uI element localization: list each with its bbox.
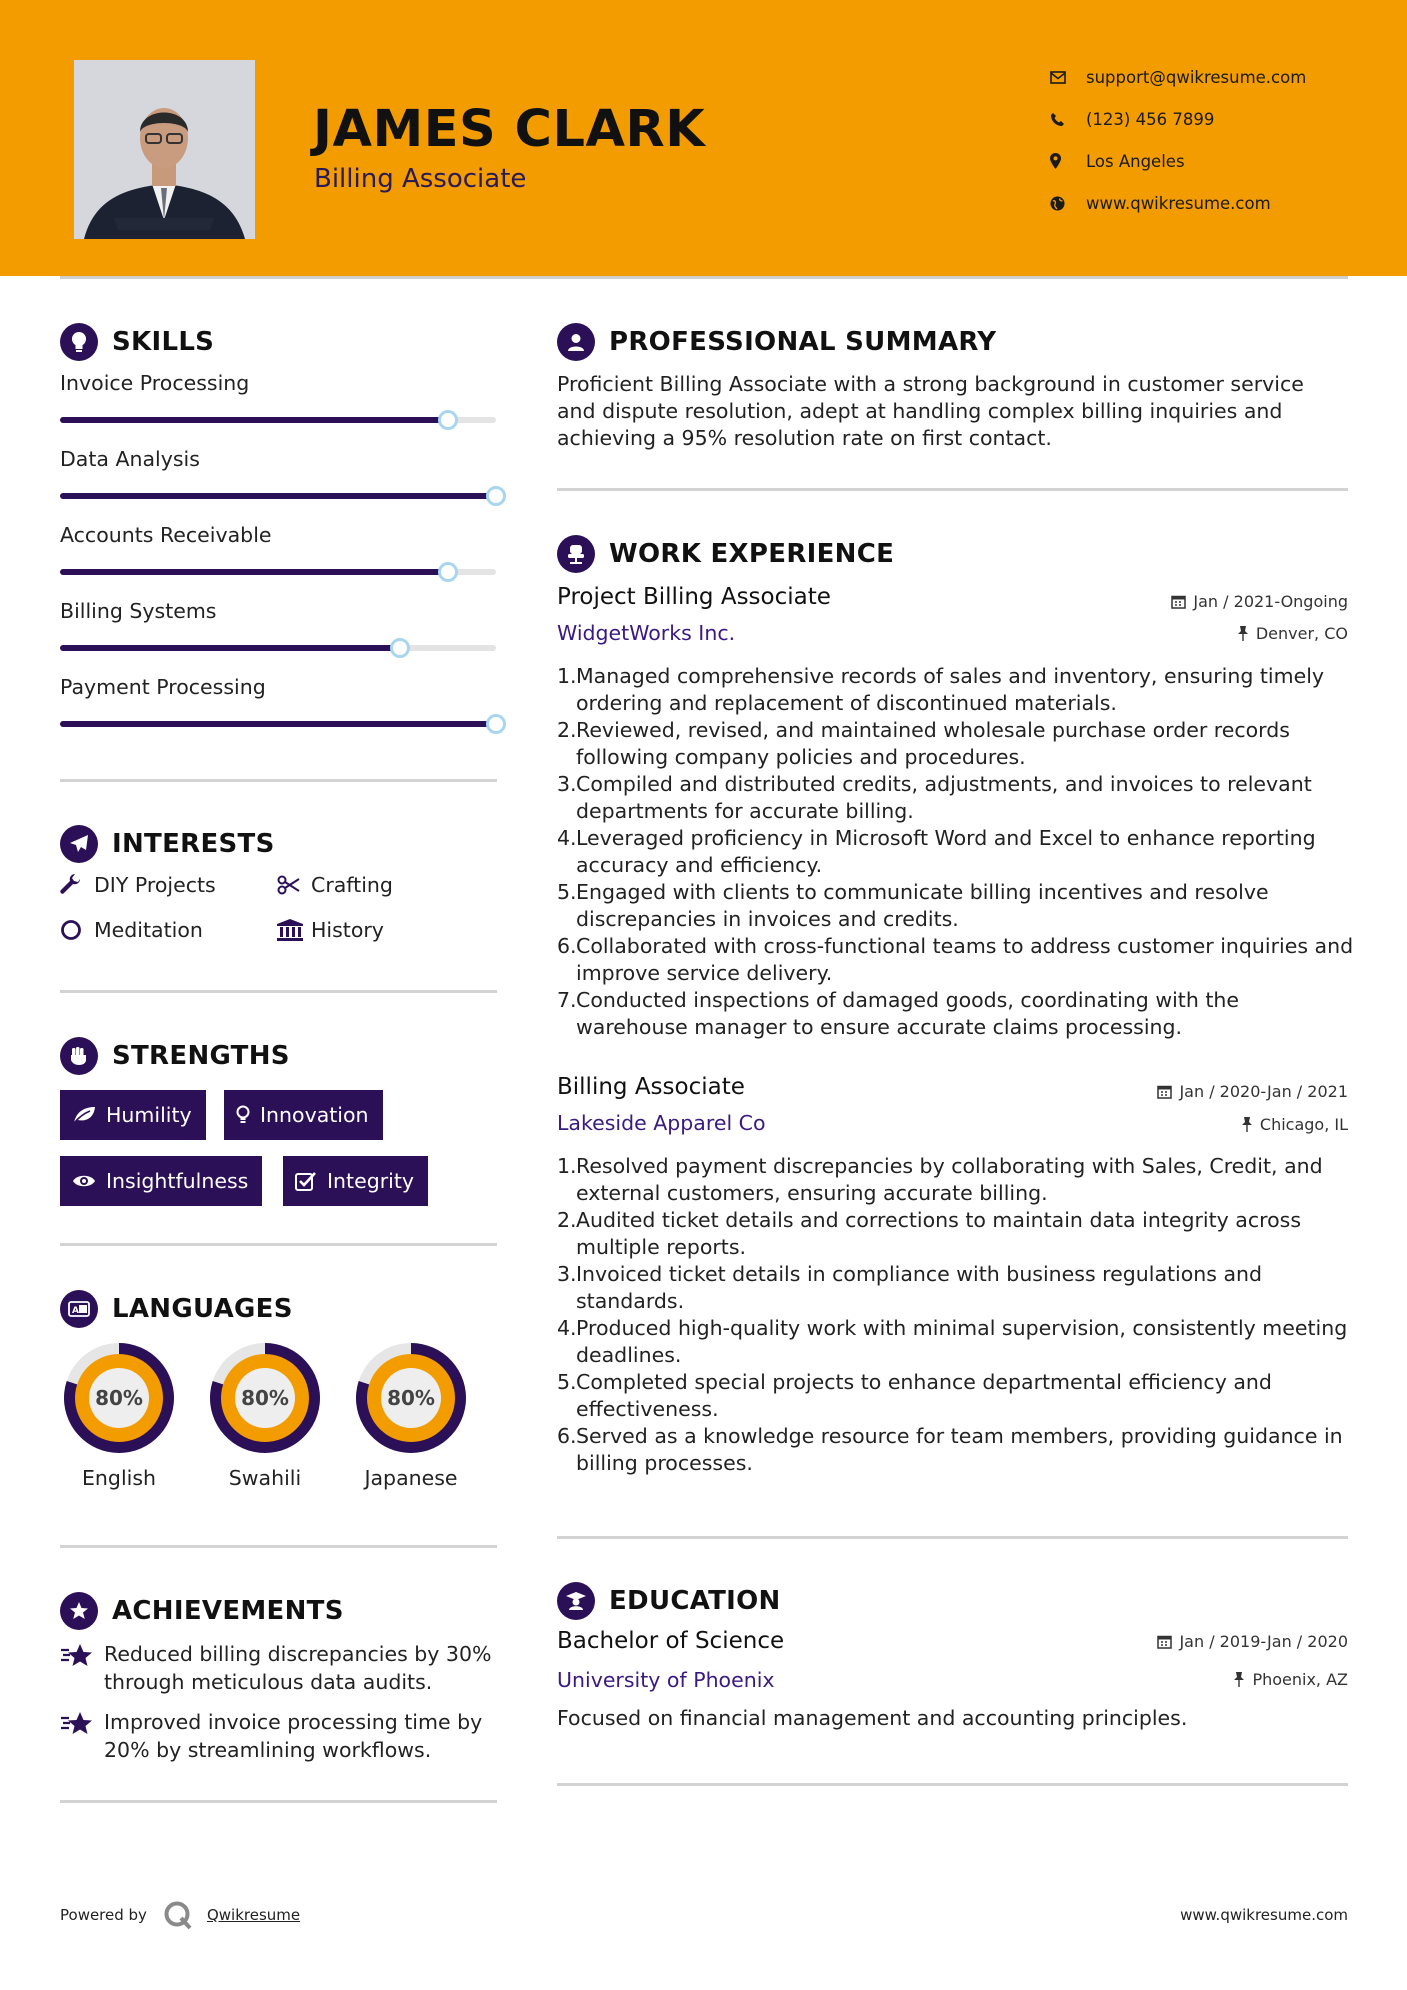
skill-bar-fill: [60, 417, 448, 423]
skill-label: Invoice Processing: [60, 371, 250, 395]
list-item: 2. Reviewed, revised, and maintained wholesale purchase order records following company policies and procedures.: [557, 718, 1290, 769]
job-company: WidgetWorks Inc.: [557, 621, 736, 645]
interests-heading: INTERESTS: [60, 825, 275, 863]
pushpin-icon: [1241, 1117, 1253, 1132]
language-name: Japanese: [364, 1466, 458, 1490]
section-divider: [60, 779, 497, 782]
candidate-name: JAMES CLARK: [313, 100, 706, 159]
contact-location-text: Los Angeles: [1086, 151, 1185, 171]
skill-level-knob: [390, 638, 410, 658]
language-donut-chart: [57, 1336, 181, 1460]
contact-phone-text: (123) 456 7899: [1086, 109, 1215, 129]
calendar-icon: [1157, 1084, 1172, 1099]
skill-bar-fill: [60, 721, 496, 727]
summary-text: Proficient Billing Associate with a strong background in customer service and dispute resolution, adept at handling complex billing inquiries and achieving a 95% resolution rate on first contact.: [557, 372, 1304, 450]
interest-item: DIY Projects: [60, 873, 216, 897]
list-item: 1. Resolved payment discrepancies by collaborating with Sales, Credit, and external customers, ensuring accurate billing.: [557, 1154, 1323, 1205]
contact-website-text: www.qwikresume.com: [1086, 193, 1271, 213]
section-divider: [60, 1545, 497, 1548]
contact-location: [1050, 140, 1306, 182]
skill-label: Billing Systems: [60, 599, 217, 623]
envelope-icon: [1050, 71, 1086, 84]
school-name: University of Phoenix: [557, 1668, 775, 1692]
wrench-icon: [60, 874, 94, 896]
skill-label: Data Analysis: [60, 447, 200, 471]
header-divider: [60, 276, 1348, 279]
calendar-icon: [1171, 594, 1186, 609]
strength-badge: Humility: [60, 1090, 206, 1140]
contact-website[interactable]: [1050, 182, 1306, 224]
star-badge-icon: [60, 1592, 98, 1630]
degree-title: Bachelor of Science: [557, 1628, 785, 1654]
language-icon: [60, 1290, 98, 1328]
section-divider: [60, 990, 497, 993]
list-item: 5. Completed special projects to enhance departmental efficiency and effectiveness.: [557, 1370, 1272, 1421]
skill-level-knob: [486, 486, 506, 506]
museum-icon: [277, 919, 311, 941]
job-location: Chicago, IL: [1241, 1115, 1348, 1134]
job-company: Lakeside Apparel Co: [557, 1111, 766, 1135]
list-item: 5. Engaged with clients to communicate billing incentives and resolve discrepancies in invoices and credits.: [557, 880, 1269, 931]
paper-plane-icon: [60, 825, 98, 863]
education-location: Phoenix, AZ: [1233, 1670, 1348, 1689]
footer-powered-by: Powered by Qwikresume: [60, 1900, 300, 1930]
strengths-heading: STRENGTHS: [60, 1037, 290, 1075]
list-item: 4. Produced high-quality work with minimal supervision, consistently meeting deadlines.: [557, 1316, 1348, 1367]
list-item: 2. Audited ticket details and corrections to maintain data integrity across multiple reports.: [557, 1208, 1302, 1259]
experience-heading: WORK EXPERIENCE: [557, 535, 894, 573]
language-percent: 80%: [387, 1386, 435, 1410]
language-donut-chart: [349, 1336, 473, 1460]
user-icon: [557, 323, 595, 361]
chair-icon: [557, 535, 595, 573]
job-bullets: [557, 1153, 1357, 1477]
list-item: 6. Collaborated with cross-functional teams to address customer inquiries and improve service delivery.: [557, 934, 1354, 985]
skill-bar: [60, 493, 496, 499]
section-divider: [60, 1800, 497, 1803]
section-divider: [60, 1243, 497, 1246]
section-divider: [557, 1536, 1348, 1539]
scissors-icon: [277, 875, 311, 895]
skill-label: Payment Processing: [60, 675, 266, 699]
skill-bar: [60, 721, 496, 727]
skill-bar: [60, 569, 496, 575]
leaf-icon: [72, 1106, 96, 1124]
skill-bar: [60, 417, 496, 423]
lightbulb-icon: [60, 323, 98, 361]
strength-badge: Insightfulness: [60, 1156, 262, 1206]
skills-heading: SKILLS: [60, 323, 214, 361]
language-name: English: [81, 1466, 157, 1490]
svg-text:A: A: [72, 1306, 79, 1316]
language-percent: 80%: [241, 1386, 289, 1410]
achievements-heading: ACHIEVEMENTS: [60, 1592, 344, 1630]
achievement-item: Improved invoice processing time by 20% by streamlining workflows.: [60, 1708, 500, 1764]
star-icon: [60, 1708, 104, 1764]
circle-icon: [60, 919, 94, 941]
skill-bar-fill: [60, 493, 496, 499]
education-heading: EDUCATION: [557, 1582, 781, 1620]
contact-list: [1050, 56, 1306, 224]
lightbulb-icon: [236, 1105, 250, 1125]
list-item: 1. Managed comprehensive records of sales and inventory, ensuring timely ordering and replacement of discontinued materials.: [557, 664, 1325, 715]
candidate-title: Billing Associate: [314, 164, 527, 194]
eye-icon: [72, 1173, 96, 1189]
language-item: [349, 1336, 473, 1490]
calendar-icon: [1157, 1634, 1172, 1649]
resume-header: [0, 0, 1407, 276]
education-description: Focused on financial management and accounting principles.: [557, 1706, 1188, 1730]
interest-item: Meditation: [60, 918, 203, 942]
qwikresume-link[interactable]: Qwikresume: [206, 1906, 301, 1924]
checkbox-icon: [295, 1171, 317, 1191]
skill-bar: [60, 645, 496, 651]
language-donut-chart: [203, 1336, 327, 1460]
job-title: Billing Associate: [557, 1074, 745, 1100]
language-item: [203, 1336, 327, 1490]
graduate-icon: [557, 1582, 595, 1620]
star-icon: [60, 1640, 104, 1696]
list-item: 3. Compiled and distributed credits, adjustments, and invoices to relevant departments for accurate billing.: [557, 772, 1312, 823]
fist-icon: [60, 1037, 98, 1075]
interest-item: Crafting: [277, 873, 393, 897]
job-location: Denver, CO: [1237, 624, 1348, 643]
interest-item: History: [277, 918, 384, 942]
skill-level-knob: [438, 562, 458, 582]
list-item: 6. Served as a knowledge resource for team members, providing guidance in billing processes.: [557, 1424, 1343, 1475]
contact-email-text: support@qwikresume.com: [1086, 67, 1307, 87]
phone-icon: [1050, 112, 1086, 127]
skill-label: Accounts Receivable: [60, 523, 272, 547]
globe-icon: [1050, 196, 1086, 211]
footer-website[interactable]: www.qwikresume.com: [1180, 1906, 1348, 1924]
achievement-item: Reduced billing discrepancies by 30% through meticulous data audits.: [60, 1640, 500, 1696]
job-title: Project Billing Associate: [557, 584, 831, 610]
job-dates: Jan / 2021-Ongoing: [1171, 592, 1348, 611]
qwikresume-logo-icon: [163, 1900, 193, 1930]
pushpin-icon: [1233, 1672, 1245, 1687]
pushpin-icon: [1237, 626, 1249, 641]
list-item: 3. Invoiced ticket details in compliance with business regulations and standards.: [557, 1262, 1263, 1313]
skill-bar-fill: [60, 569, 448, 575]
job-dates: Jan / 2020-Jan / 2021: [1157, 1082, 1348, 1101]
section-divider: [557, 488, 1348, 491]
summary-heading: PROFESSIONAL SUMMARY: [557, 323, 996, 361]
section-divider: [557, 1783, 1348, 1786]
map-pin-icon: [1050, 153, 1086, 169]
profile-photo: [74, 60, 255, 239]
skill-level-knob: [486, 714, 506, 734]
contact-phone[interactable]: [1050, 98, 1306, 140]
contact-email[interactable]: [1050, 56, 1306, 98]
skill-bar-fill: [60, 645, 400, 651]
list-item: 4. Leveraged proficiency in Microsoft Word and Excel to enhance reporting accuracy and efficiency.: [557, 826, 1316, 877]
language-item: [57, 1336, 181, 1490]
job-bullets: [557, 663, 1357, 1041]
skill-level-knob: [438, 410, 458, 430]
language-name: Swahili: [228, 1466, 302, 1490]
education-dates: Jan / 2019-Jan / 2020: [1157, 1632, 1348, 1651]
language-percent: 80%: [95, 1386, 143, 1410]
strength-badge: Innovation: [224, 1090, 383, 1140]
strength-badge: Integrity: [283, 1156, 428, 1206]
languages-heading: A LANGUAGES: [60, 1290, 293, 1328]
list-item: 7. Conducted inspections of damaged goods, coordinating with the warehouse manager to ensure accurate claims processing.: [557, 988, 1239, 1039]
